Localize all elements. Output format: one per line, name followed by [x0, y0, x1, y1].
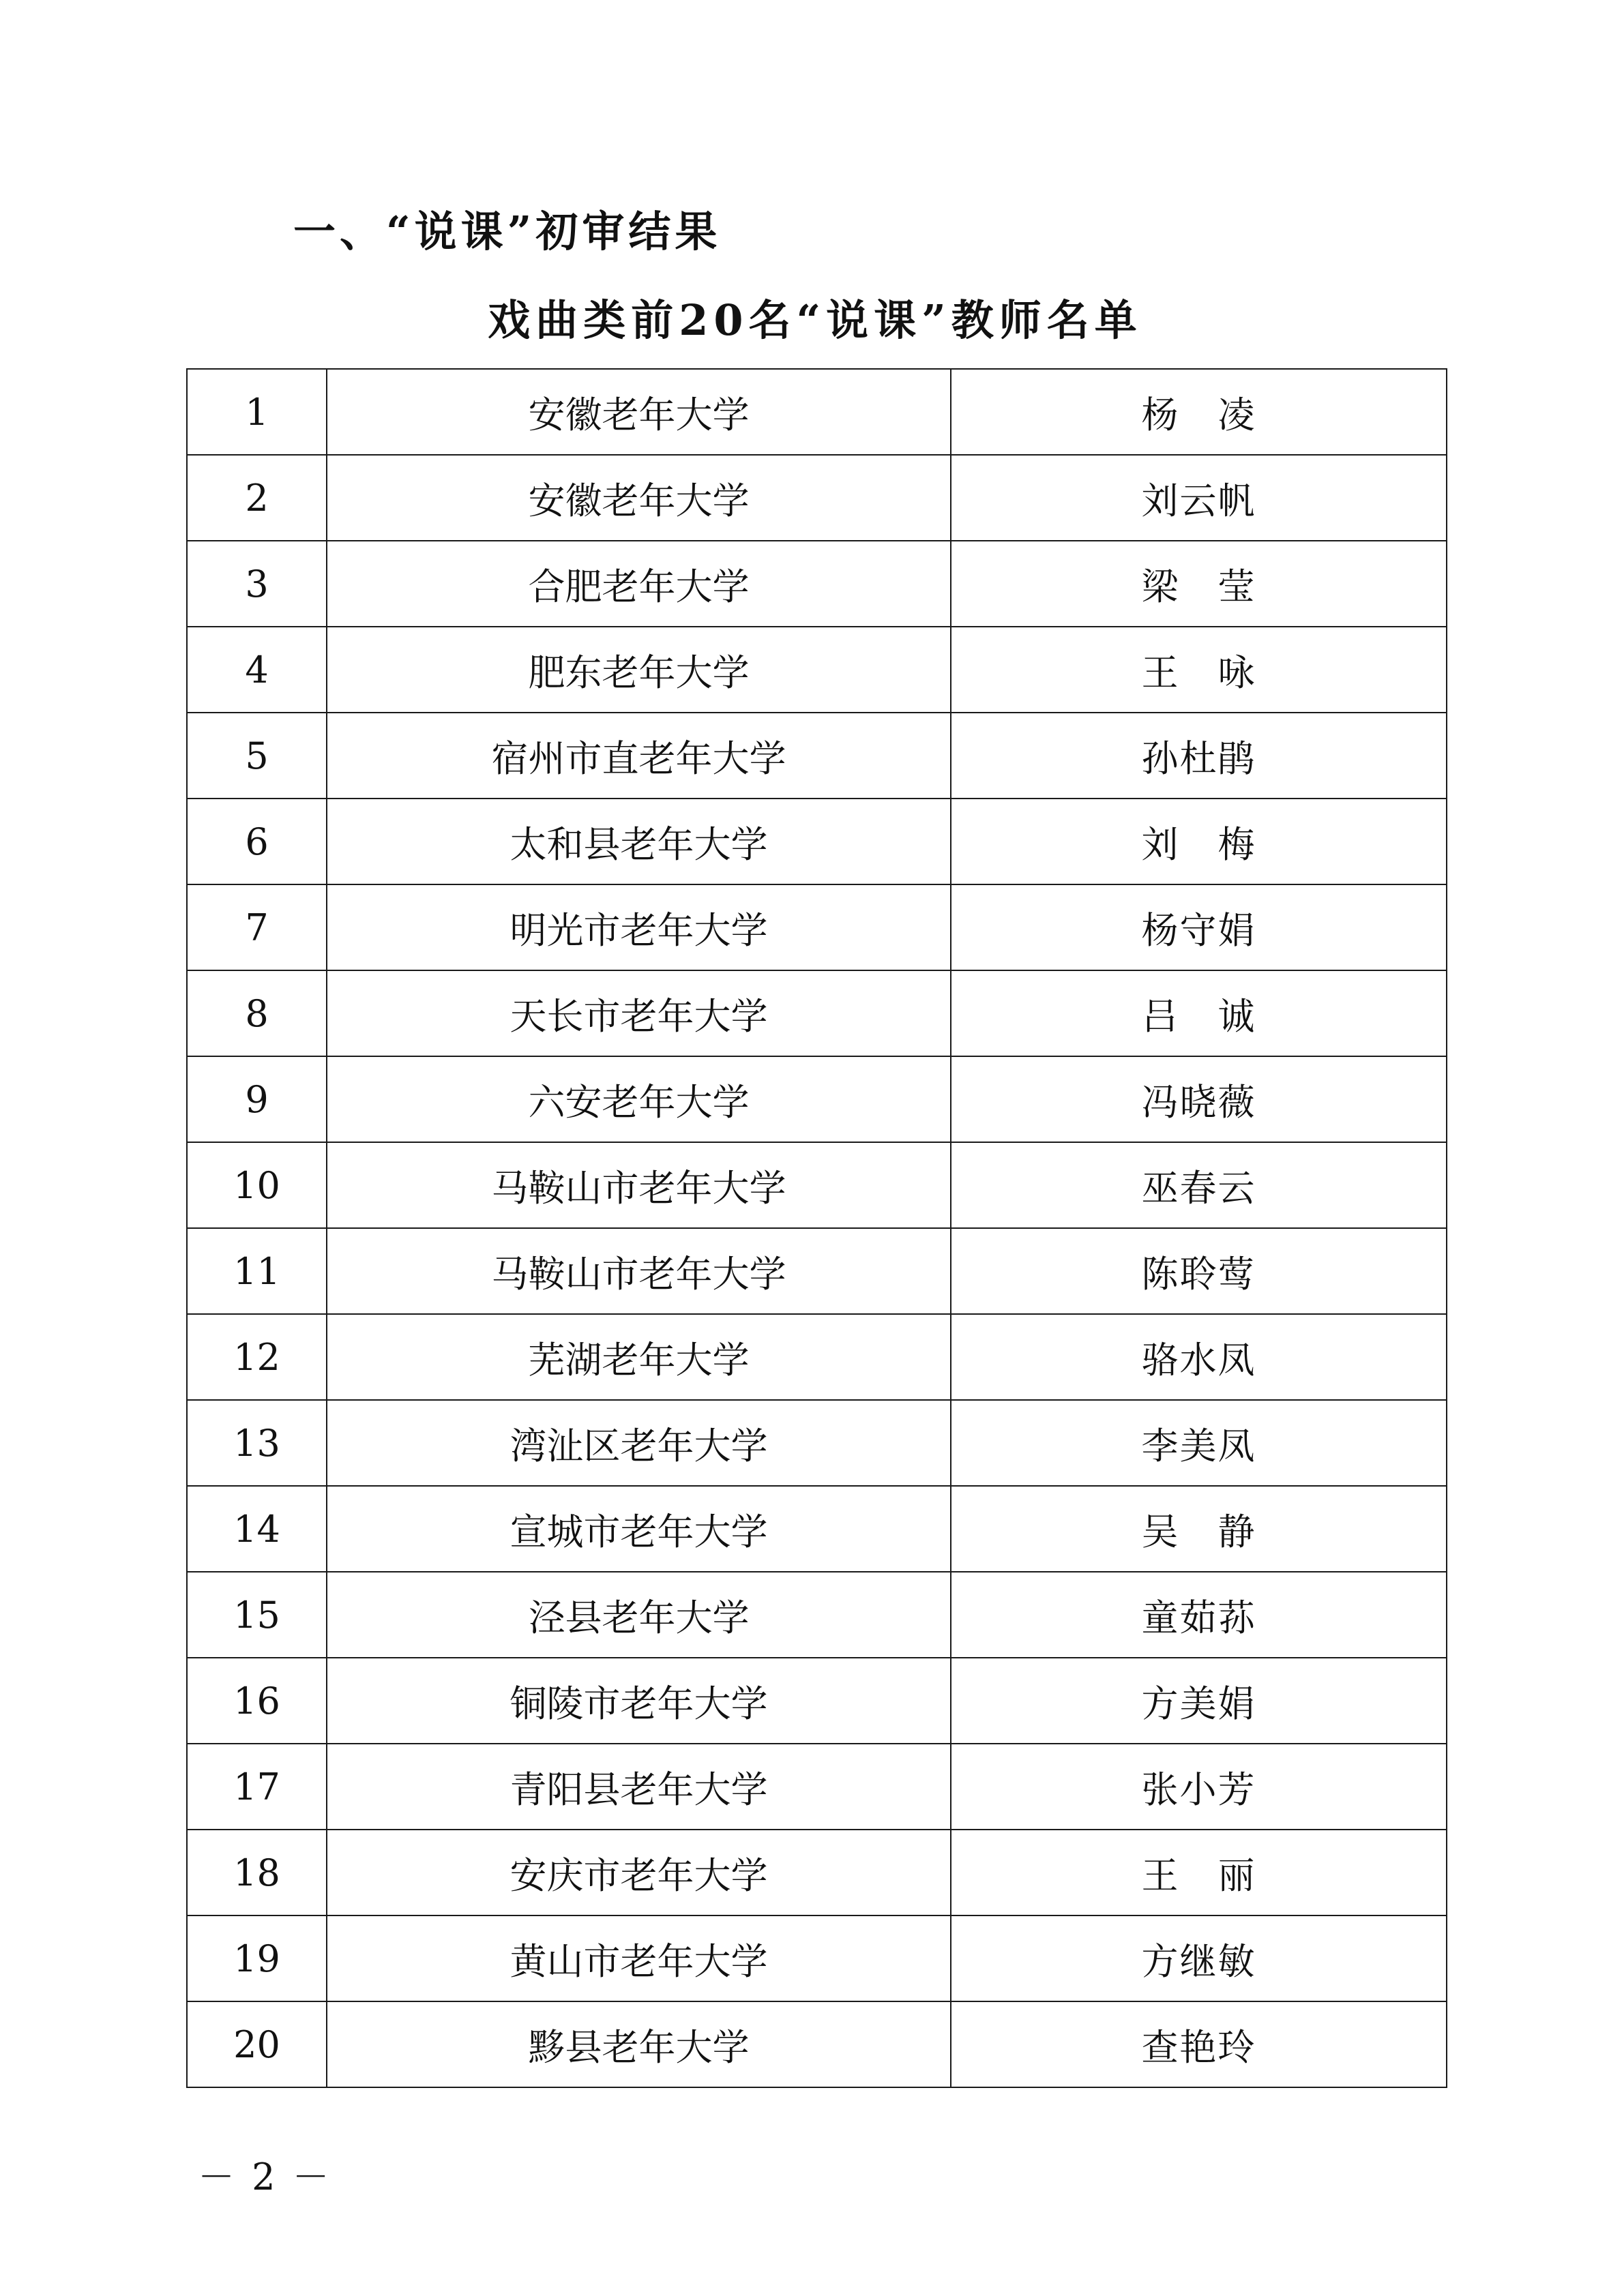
- teacher-name-cell: 吕 诚: [951, 970, 1447, 1056]
- school-cell: 天长市老年大学: [327, 970, 951, 1056]
- school-cell: 芜湖老年大学: [327, 1314, 951, 1400]
- rank-cell: 4: [187, 627, 327, 713]
- table-row: [187, 970, 1447, 1056]
- table-row: [187, 1744, 1447, 1830]
- teacher-name-cell: 刘 梅: [951, 799, 1447, 884]
- table-row: [187, 541, 1447, 627]
- school-cell: 安徽老年大学: [327, 455, 951, 541]
- rank-cell: 14: [187, 1486, 327, 1572]
- table-row: [187, 713, 1447, 799]
- rank-cell: 20: [187, 2001, 327, 2087]
- school-cell: 宿州市直老年大学: [327, 713, 951, 799]
- rank-cell: 9: [187, 1056, 327, 1142]
- school-cell: 马鞍山市老年大学: [327, 1142, 951, 1228]
- teacher-name-cell: 骆水凤: [951, 1314, 1447, 1400]
- teacher-name-cell: 巫春云: [951, 1142, 1447, 1228]
- table-row: [187, 1658, 1447, 1744]
- school-cell: 宣城市老年大学: [327, 1486, 951, 1572]
- teacher-name-cell: 陈聆莺: [951, 1228, 1447, 1314]
- school-cell: 太和县老年大学: [327, 799, 951, 884]
- rank-cell: 19: [187, 1915, 327, 2001]
- rank-cell: 13: [187, 1400, 327, 1486]
- rank-cell: 17: [187, 1744, 327, 1830]
- table-row: [187, 1915, 1447, 2001]
- school-cell: 合肥老年大学: [327, 541, 951, 627]
- table-row: [187, 1572, 1447, 1658]
- table-row: [187, 1400, 1447, 1486]
- table-row: [187, 369, 1447, 455]
- rank-cell: 7: [187, 884, 327, 970]
- rank-cell: 1: [187, 369, 327, 455]
- rank-cell: 2: [187, 455, 327, 541]
- school-cell: 安徽老年大学: [327, 369, 951, 455]
- teacher-name-cell: 杨守娟: [951, 884, 1447, 970]
- section-heading: 一、“说课”初审结果: [293, 207, 722, 256]
- table-row: [187, 627, 1447, 713]
- table-row: [187, 455, 1447, 541]
- page-number: － 2 －: [198, 2156, 332, 2198]
- teacher-name-cell: 李美凤: [951, 1400, 1447, 1486]
- teacher-name-cell: 孙杜鹃: [951, 713, 1447, 799]
- school-cell: 六安老年大学: [327, 1056, 951, 1142]
- table-row: [187, 799, 1447, 884]
- table-row: [187, 884, 1447, 970]
- table-row: [187, 2001, 1447, 2087]
- rank-cell: 8: [187, 970, 327, 1056]
- teacher-name-cell: 王 咏: [951, 627, 1447, 713]
- school-cell: 铜陵市老年大学: [327, 1658, 951, 1744]
- roster-body: [187, 369, 1447, 2087]
- table-row: [187, 1142, 1447, 1228]
- rank-cell: 6: [187, 799, 327, 884]
- table-row: [187, 1056, 1447, 1142]
- school-cell: 马鞍山市老年大学: [327, 1228, 951, 1314]
- school-cell: 安庆市老年大学: [327, 1830, 951, 1915]
- teacher-name-cell: 王 丽: [951, 1830, 1447, 1915]
- school-cell: 泾县老年大学: [327, 1572, 951, 1658]
- teacher-name-cell: 冯晓薇: [951, 1056, 1447, 1142]
- table-row: [187, 1830, 1447, 1915]
- teacher-name-cell: 查艳玲: [951, 2001, 1447, 2087]
- rank-cell: 12: [187, 1314, 327, 1400]
- table-row: [187, 1486, 1447, 1572]
- rank-cell: 3: [187, 541, 327, 627]
- teacher-name-cell: 杨 凌: [951, 369, 1447, 455]
- rank-cell: 16: [187, 1658, 327, 1744]
- teacher-name-cell: 张小芳: [951, 1744, 1447, 1830]
- teacher-name-cell: 吴 静: [951, 1486, 1447, 1572]
- school-cell: 黄山市老年大学: [327, 1915, 951, 2001]
- rank-cell: 18: [187, 1830, 327, 1915]
- teacher-roster-table: [186, 368, 1447, 2088]
- teacher-name-cell: 刘云帆: [951, 455, 1447, 541]
- teacher-name-cell: 方美娟: [951, 1658, 1447, 1744]
- rank-cell: 5: [187, 713, 327, 799]
- teacher-name-cell: 童茹荪: [951, 1572, 1447, 1658]
- table-row: [187, 1314, 1447, 1400]
- school-cell: 湾沚区老年大学: [327, 1400, 951, 1486]
- school-cell: 肥东老年大学: [327, 627, 951, 713]
- school-cell: 黟县老年大学: [327, 2001, 951, 2087]
- school-cell: 明光市老年大学: [327, 884, 951, 970]
- teacher-name-cell: 梁 莹: [951, 541, 1447, 627]
- rank-cell: 15: [187, 1572, 327, 1658]
- table-title: 戏曲类前20名“说课”教师名单: [488, 295, 1142, 345]
- table-row: [187, 1228, 1447, 1314]
- school-cell: 青阳县老年大学: [327, 1744, 951, 1830]
- rank-cell: 10: [187, 1142, 327, 1228]
- teacher-name-cell: 方继敏: [951, 1915, 1447, 2001]
- rank-cell: 11: [187, 1228, 327, 1314]
